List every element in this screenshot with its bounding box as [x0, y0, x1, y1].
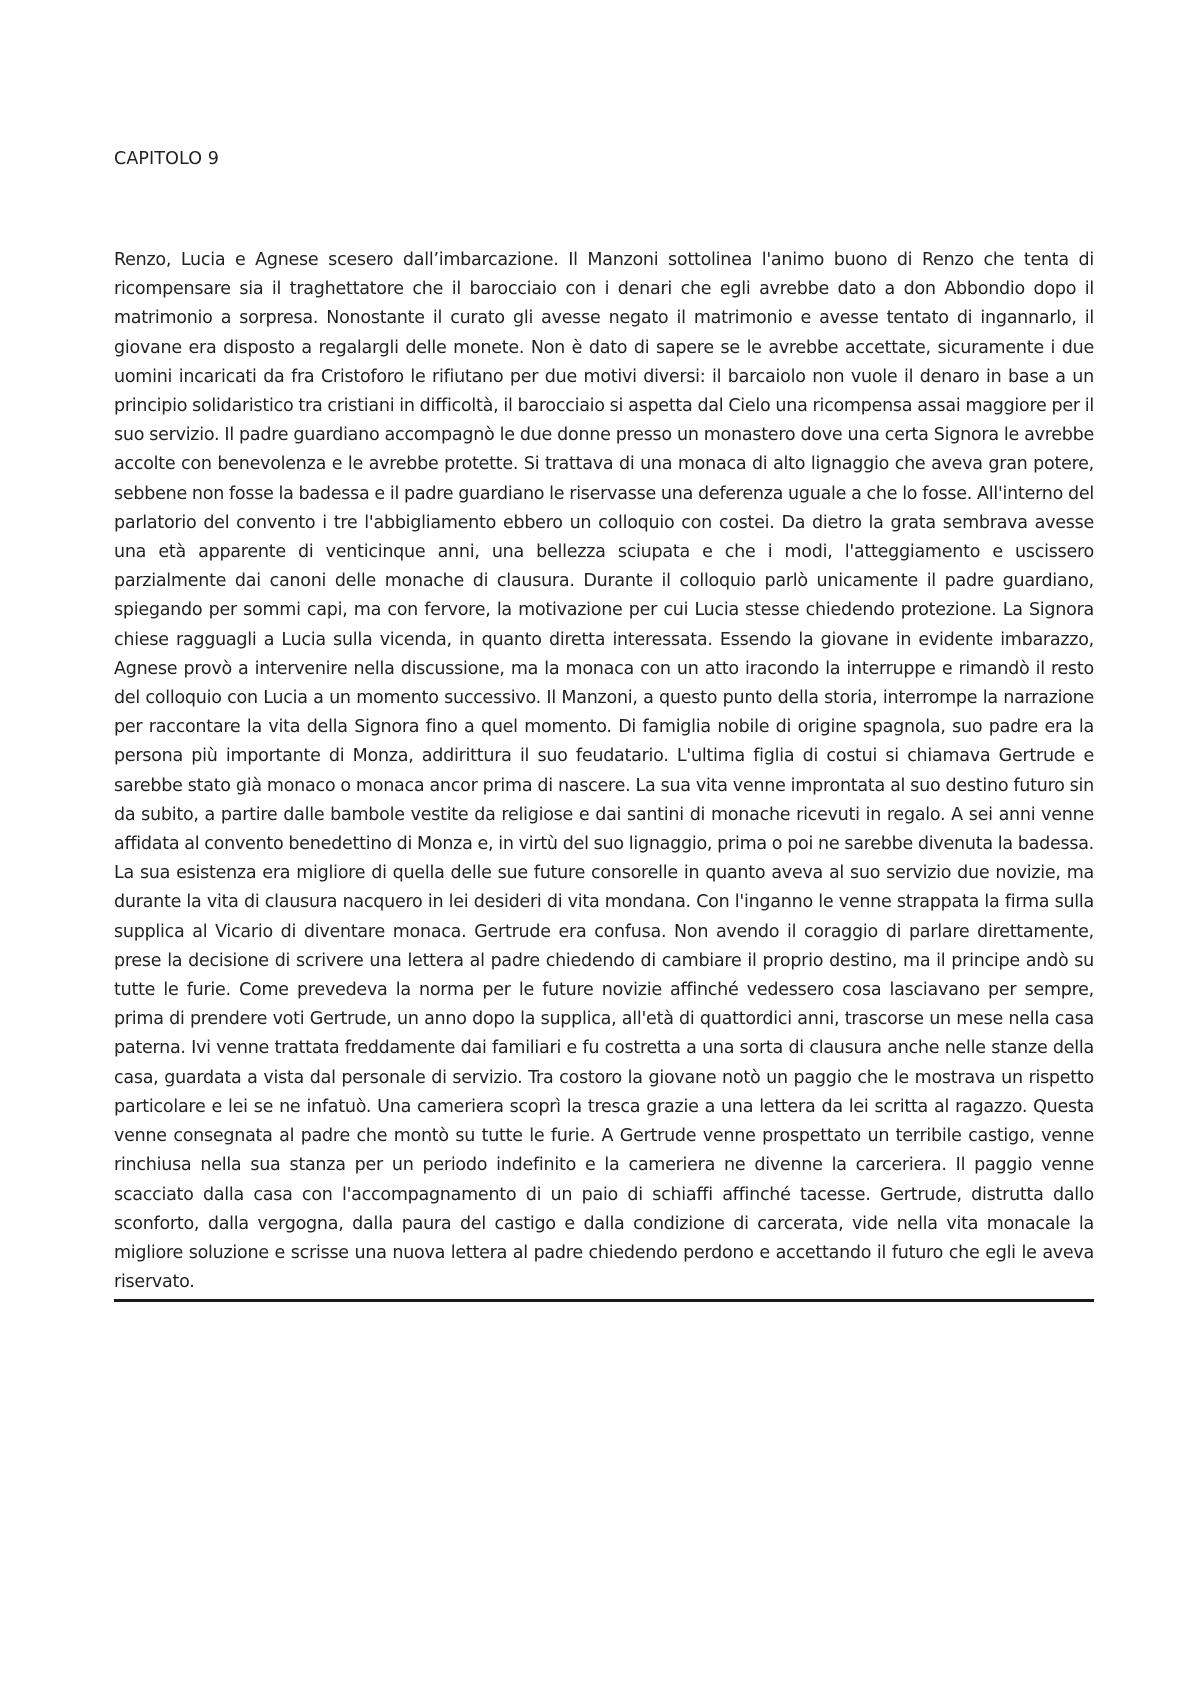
- chapter-title: CAPITOLO 9: [114, 149, 219, 169]
- body-paragraph: Renzo, Lucia e Agnese scesero dall’imbarcazione. Il Manzoni sottolinea l'animo buono di Renzo che tenta di ricompensare sia il traghettatore che il barocciaio con i denari che egli avrebbe dato a don Abbondio dopo il matrimonio a sorpresa. Nonostante il curato gli avesse negato il matrimonio e avesse tentato di ingannarlo, il giovane era disposto a regalargli delle monete. Non è dato di sapere se le avrebbe accettate, sicuramente i due uomini incaricati da fra Cristoforo le rifiutano per due motivi diversi: il barcaiolo non vuole il denaro in base a un principio solidaristico tra cristiani in difficoltà, il barocciaio si aspetta dal Cielo una ricompensa assai maggiore per il suo servizio. Il padre guardiano accompagnò le due donne presso un monastero dove una certa Signora le avrebbe accolte con benevolenza e le avrebbe protette. Si trattava di una monaca di alto lignaggio che aveva gran potere, sebbene non fosse la badessa e il padre guardiano le riservasse una deferenza uguale a che lo fosse. All'interno del parlatorio del convento i tre l'abbigliamento ebbero un colloquio con costei. Da dietro la grata sembrava avesse una età apparente di venticinque anni, una bellezza sciupata e che i modi, l'atteggiamento e uscissero parzialmente dai canoni delle monache di clausura. Durante il colloquio parlò unicamente il padre guardiano, spiegando per sommi capi, ma con fervore, la motivazione per cui Lucia stesse chiedendo protezione. La Signora chiese ragguagli a Lucia sulla vicenda, in quanto diretta interessata. Essendo la giovane in evidente imbarazzo, Agnese provò a intervenire nella discussione, ma la monaca con un atto iracondo la interruppe e rimandò il resto del colloquio con Lucia a un momento successivo. Il Manzoni, a questo punto della storia, interrompe la narrazione per raccontare la vita della Signora fino a quel momento. Di famiglia nobile di origine spagnola, suo padre era la persona più importante di Monza, addirittura il suo feudatario. L'ultima figlia di costui si chiamava Gertrude e sarebbe stato già monaco o monaca ancor prima di nascere. La sua vita venne improntata al suo destino futuro sin da subito, a partire dalle bambole vestite da religiose e dai santini di monache ricevuti in regalo. A sei anni venne affidata al convento benedettino di Monza e, in virtù del suo lignaggio, prima o poi ne sarebbe divenuta la badessa. La sua esistenza era migliore di quella delle sue future consorelle in quanto aveva al suo servizio due novizie, ma durante la vita di clausura nacquero in lei desideri di vita mondana. Con l'inganno le venne strappata la firma sulla supplica al Vicario di diventare monaca. Gertrude era confusa. Non avendo il coraggio di parlare direttamente, prese la decisione di scrivere una lettera al padre chiedendo di cambiare il proprio destino, ma il principe andò su tutte le furie. Come prevedeva la norma per le future novizie affinché vedessero cosa lasciavano per sempre, prima di prendere voti Gertrude, un anno dopo la supplica, all'età di quattordici anni, trascorse un mese nella casa paterna. Ivi venne trattata freddamente dai familiari e fu costretta a una sorta di clausura anche nelle stanze della casa, guardata a vista dal personale di servizio. Tra costoro la giovane notò un paggio che le mostrava un rispetto particolare e lei se ne infatuò. Una cameriera scoprì la tresca grazie a una lettera da lei scritta al ragazzo. Questa venne consegnata al padre che montò su tutte le furie. A Gertrude venne prospettato un terribile castigo, venne rinchiusa nella sua stanza per un periodo indefinito e la cameriera ne divenne la carceriera. Il paggio venne scacciato dalla casa con l'accompagnamento di un paio di schiaffi affinché tacesse. Gertrude, distrutta dallo sconforto, dalla vergogna, dalla paura del castigo e dalla condizione di carcerata, vide nella vita monacale la migliore soluzione e scrisse una nuova lettera al padre chiedendo perdono e accettando il futuro che egli le aveva riservato.: [114, 246, 1094, 1302]
